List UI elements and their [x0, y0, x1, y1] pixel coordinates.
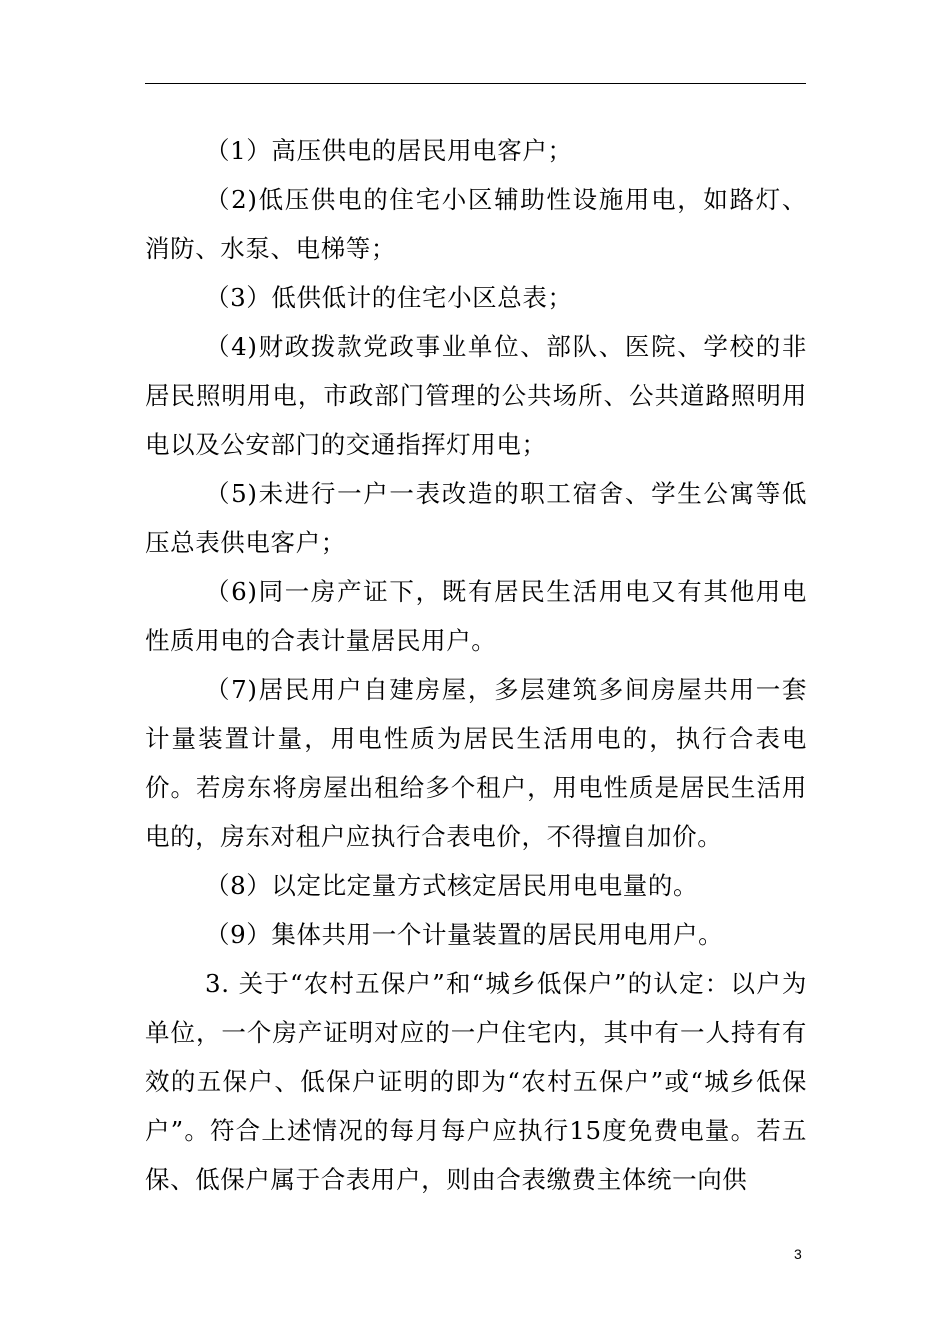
paragraph-item-3: （3）低供低计的住宅小区总表； [205, 283, 573, 312]
paragraph-item-1: （1）高压供电的居民用电客户； [205, 136, 573, 165]
paragraph-item-7: （7)居民用户自建房屋，多层建筑多间房屋共用一套计量装置计量，用电性质为居民生活用电的，执行合表电价。若房东将房屋出租给多个租户，用电性质是居民生活用电的，房东对租户应执行合表电价，不得擅自加价。 [145, 675, 807, 851]
paragraph-item-10: 3. 关于“农村五保户”和“城乡低保户”的认定：以户为单位，一个房产证明对应的一户住宅内，其中有一人持有有效的五保户、低保户证明的即为“农村五保户”或“城乡低保户”。符合上述情况的每月每户应执行15度免费电量。若五保、低保户属于合表用户，则由合表缴费主体统一向供 [145, 969, 807, 1194]
paragraph-item-9: （9）集体共用一个计量装置的居民用电用户。 [205, 920, 724, 949]
header-rule [145, 83, 806, 84]
paragraph-item-5: （5)未进行一户一表改造的职工宿舍、学生公寓等低压总表供电客户； [145, 479, 807, 557]
page-number: 3 [794, 1246, 802, 1262]
paragraph-item-2: （2)低压供电的住宅小区辅助性设施用电，如路灯、消防、水泵、电梯等； [145, 185, 807, 263]
document-body [145, 126, 807, 1204]
paragraph-item-8: （8）以定比定量方式核定居民用电电量的。 [205, 871, 699, 900]
paragraph-item-4: （4)财政拨款党政事业单位、部队、医院、学校的非居民照明用电，市政部门管理的公共场所、公共道路照明用电以及公安部门的交通指挥灯用电； [145, 332, 807, 459]
paragraph-item-6: （6)同一房产证下，既有居民生活用电又有其他用电性质用电的合表计量居民用户。 [145, 577, 807, 655]
